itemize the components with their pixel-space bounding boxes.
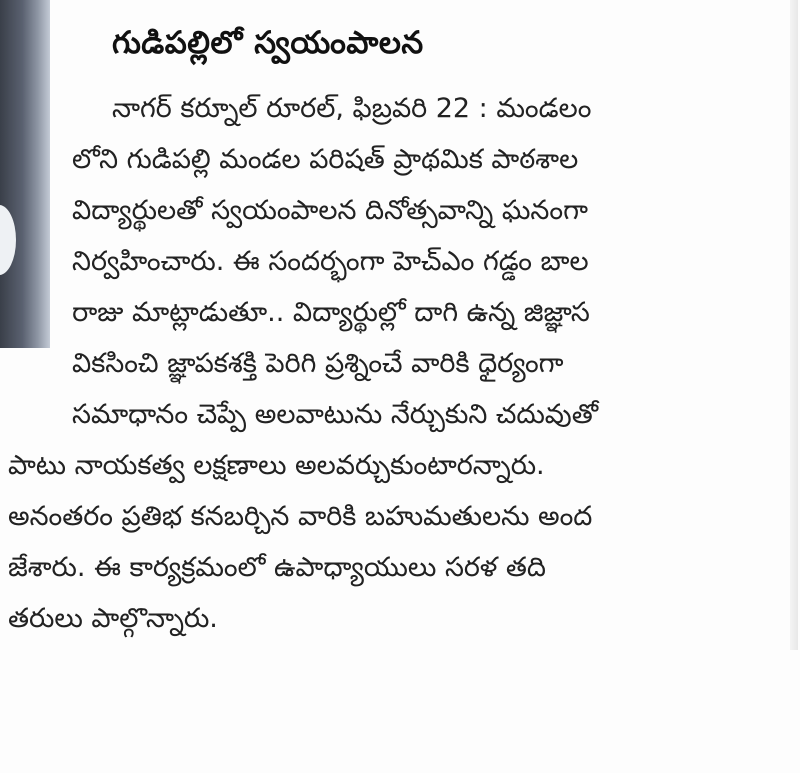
article-headline: గుడిపల్లిలో స్వయంపాలన xyxy=(112,25,424,61)
column-divider xyxy=(790,0,798,650)
article-text-line: నిర్వహించారు. ఈ సందర్భంగా హెచ్‌ఎం గడ్డం బాల xyxy=(72,246,589,277)
article-text-line: రాజు మాట్లాడుతూ.. విద్యార్థుల్లో దాగి ఉన్న జిజ్ఞాస xyxy=(72,297,590,328)
article-photo-edge xyxy=(0,0,50,348)
article-text-line: అనంతరం ప్రతిభ కనబర్చిన వారికి బహుమతులను అంద xyxy=(8,501,593,532)
article-text-line: లోని గుడిపల్లి మండల పరిషత్ ప్రాథమిక పాఠశాల xyxy=(72,144,579,175)
article-text-line: వికసించి జ్ఞాపకశక్తి పెరిగి ప్రశ్నించే వారికి ధైర్యంగా xyxy=(72,348,564,379)
article-text-line: సమాధానం చెప్పే అలవాటును నేర్చుకుని చదువుతో xyxy=(72,399,599,430)
article-text-line: తరులు పాల్గొన్నారు. xyxy=(8,603,218,634)
article-text-line: విద్యార్థులతో స్వయంపాలన దినోత్సవాన్ని ఘనంగా xyxy=(72,195,588,226)
article-text-line: పాటు నాయకత్వ లక్షణాలు అలవర్చుకుంటారన్నారు. xyxy=(8,450,545,481)
article-text-line: జేశారు. ఈ కార్యక్రమంలో ఉపాధ్యాయులు సరళ తది xyxy=(8,552,546,583)
article-text-line: నాగర్ కర్నూల్ రూరల్, ఫిబ్రవరి 22 : మండలం xyxy=(112,93,592,124)
